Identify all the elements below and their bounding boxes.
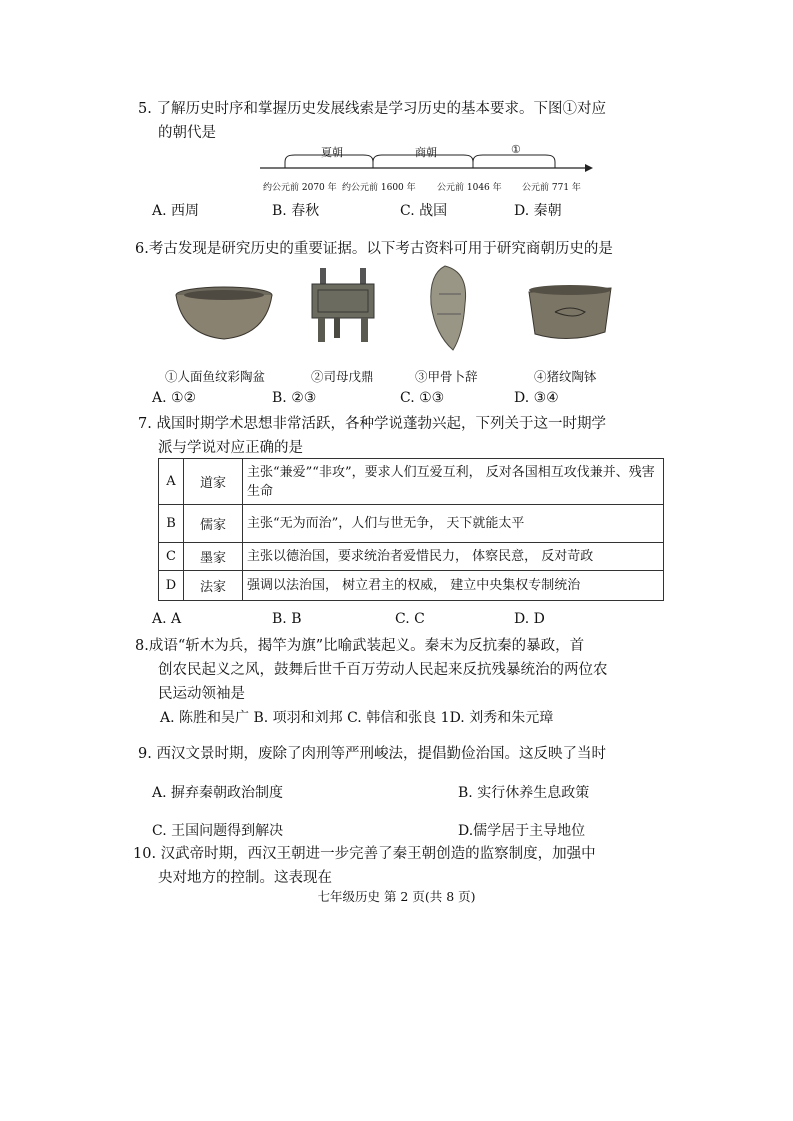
pottery-basin-image	[172, 285, 276, 343]
pig-pattern-bowl-image	[525, 282, 615, 346]
q7-stem-line2: 派与学说对应正确的是	[158, 440, 303, 456]
row-school: 道家	[184, 459, 243, 505]
timeline-date: 公元前 1046 年	[437, 183, 502, 193]
table-row	[159, 571, 664, 601]
simuwu-ding-image	[308, 266, 378, 346]
q9-option-c[interactable]: C. 王国问题得到解决	[152, 823, 284, 839]
image-caption: ③甲骨卜辞	[415, 369, 478, 384]
q6-option-d[interactable]: D. ③④	[514, 390, 559, 406]
q6-option-b[interactable]: B. ②③	[272, 390, 317, 406]
schools-table	[158, 458, 664, 601]
q5-option-b[interactable]: B. 春秋	[272, 203, 320, 219]
q8-stem-line2: 创农民起义之风，鼓舞后世千百万劳动人民起来反抗残暴统治的两位农	[158, 662, 608, 678]
q10-stem-line2: 央对地方的控制。这表现在	[158, 870, 332, 886]
q7-option-c[interactable]: C. C	[395, 611, 425, 627]
timeline-date: 约公元前 1600 年	[342, 183, 416, 193]
q5-stem-line1: 5. 了解历史时序和掌握历史发展线索是学习历史的基本要求。下图①对应	[138, 101, 606, 117]
timeline-date: 约公元前 2070 年	[263, 183, 337, 193]
q8-options[interactable]: A. 陈胜和吴广 B. 项羽和刘邦 C. 韩信和张良 1D. 刘秀和朱元璋	[160, 710, 554, 726]
table-row	[159, 505, 664, 543]
timeline-label-shang: 商朝	[415, 146, 437, 159]
q7-option-d[interactable]: D. D	[514, 611, 545, 627]
table-row	[159, 459, 664, 505]
table-row	[159, 543, 664, 571]
row-school: 墨家	[184, 543, 243, 571]
q9-stem: 9. 西汉文景时期，废除了肉刑等严刑峻法，提倡勤俭治国。这反映了当时	[138, 746, 606, 762]
row-key: D	[159, 571, 184, 601]
row-key: B	[159, 505, 184, 543]
row-content: 主张以德治国，要求统治者爱惜民力， 体察民意， 反对苛政	[243, 543, 664, 571]
row-key: C	[159, 543, 184, 571]
q9-option-a[interactable]: A. 摒弃秦朝政治制度	[152, 785, 284, 801]
q9-option-b[interactable]: B. 实行休养生息政策	[458, 785, 590, 801]
row-school: 儒家	[184, 505, 243, 543]
q5-option-d[interactable]: D. 秦朝	[514, 203, 562, 219]
q9-option-d[interactable]: D.儒学居于主导地位	[458, 823, 586, 839]
q8-stem-line3: 民运动领袖是	[158, 686, 245, 702]
q8-stem-line1: 8.成语“斩木为兵，揭竿为旗”比喻武装起义。秦末为反抗秦的暴政，首	[135, 638, 585, 654]
q6-option-c[interactable]: C. ①③	[400, 390, 445, 406]
page-footer: 七年级历史 第 2 页(共 8 页)	[317, 889, 476, 904]
timeline-label-1: ①	[511, 143, 521, 156]
oracle-bone-image	[425, 264, 473, 352]
row-content: 强调以法治国， 树立君主的权威， 建立中央集权专制统治	[243, 571, 664, 601]
image-caption: ④猪纹陶钵	[534, 369, 597, 384]
row-content: 主张“无为而治”，人们与世无争， 天下就能太平	[243, 505, 664, 543]
q5-option-c[interactable]: C. 战国	[400, 203, 448, 219]
timeline-arrow	[585, 164, 593, 172]
q5-stem-line2: 的朝代是	[158, 125, 216, 141]
timeline-label-xia: 夏朝	[321, 146, 343, 159]
row-school: 法家	[184, 571, 243, 601]
q6-option-a[interactable]: A. ①②	[152, 390, 197, 406]
q5-option-a[interactable]: A. 西周	[152, 203, 200, 219]
image-caption: ①人面鱼纹彩陶盆	[165, 369, 266, 384]
image-caption: ②司母戊鼎	[311, 369, 374, 384]
q6-stem: 6.考古发现是研究历史的重要证据。以下考古资料可用于研究商朝历史的是	[135, 241, 613, 257]
q7-option-b[interactable]: B. B	[272, 611, 302, 627]
q7-option-a[interactable]: A. A	[152, 611, 182, 627]
row-content: 主张“兼爱”“非攻”，要求人们互爱互利， 反对各国相互攻伐兼并、残害生命	[243, 459, 664, 505]
row-key: A	[159, 459, 184, 505]
q10-stem-line1: 10. 汉武帝时期，西汉王朝进一步完善了秦王朝创造的监察制度，加强中	[133, 846, 596, 862]
q7-stem-line1: 7. 战国时期学术思想非常活跃，各种学说蓬勃兴起，下列关于这一时期学	[138, 416, 606, 432]
bracket-unknown	[473, 155, 555, 162]
timeline-date: 公元前 771 年	[522, 183, 581, 193]
